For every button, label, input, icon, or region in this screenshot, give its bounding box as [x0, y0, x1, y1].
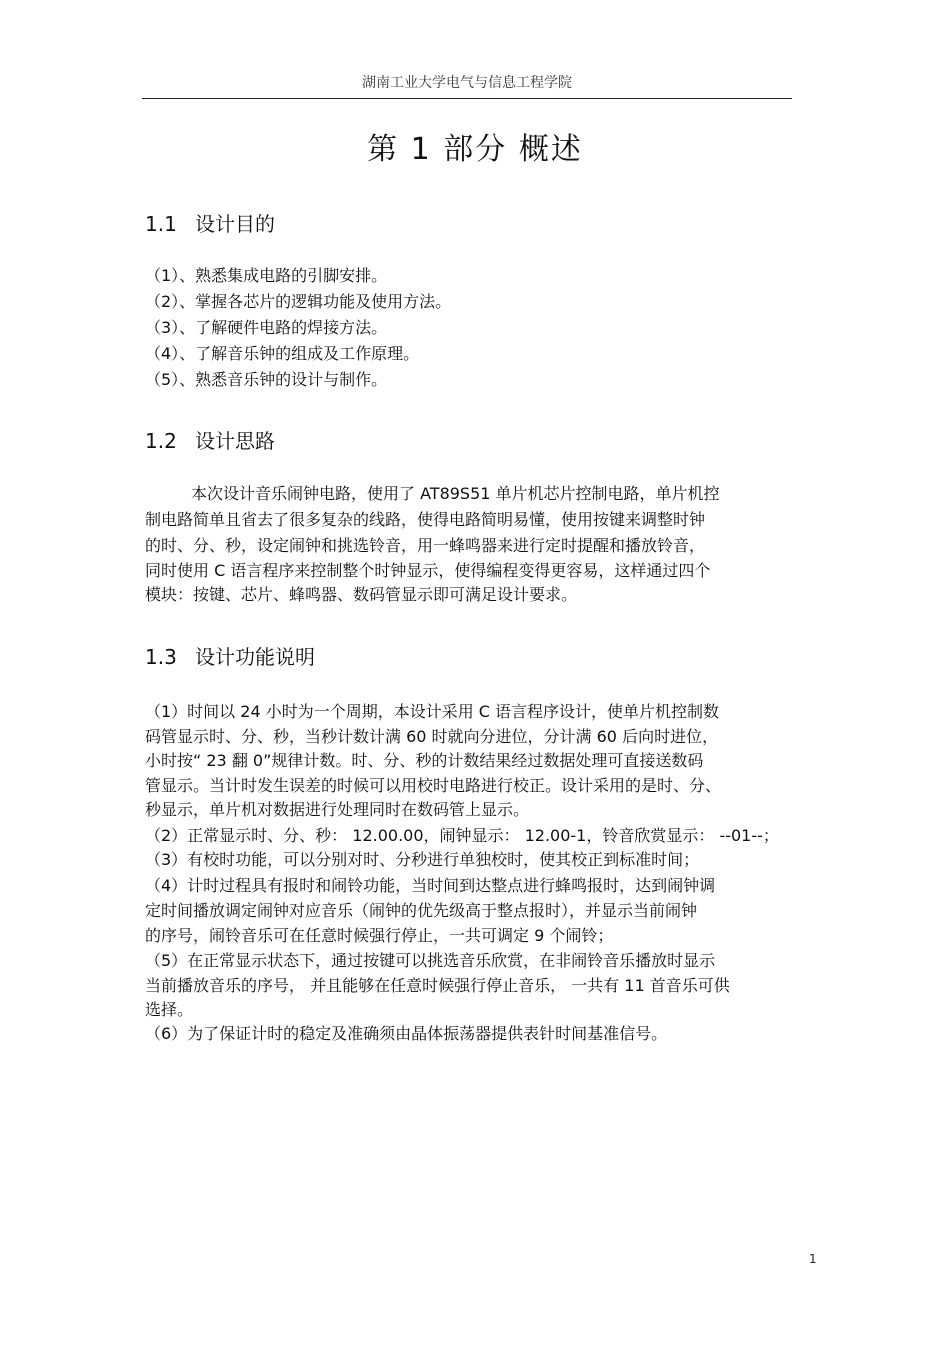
paragraph-line: 制电路简单且省去了很多复杂的线路，使得电路简明易懂，使用按键来调整时钟 — [145, 510, 706, 529]
paragraph-line: 管显示。当计时发生误差的时候可以用校时电路进行校正。设计采用的是时、分、 — [145, 776, 722, 795]
paragraph-line: 码管显示时、分、秒，当秒计数计满 60 时就向分进位，分计满 60 后向时进位， — [145, 727, 719, 746]
paragraph-line: （1）时间以 24 小时为一个周期，本设计采用 C 语言程序设计，使单片机控制数 — [145, 702, 720, 721]
list-item: （3）、了解硬件电路的焊接方法。 — [145, 318, 388, 337]
paragraph-line: 本次设计音乐闹钟电路，使用了 AT89S51 单片机芯片控制电路，单片机控 — [191, 484, 720, 503]
paragraph-line: 秒显示，单片机对数据进行处理同时在数码管上显示。 — [145, 800, 530, 819]
paragraph-line: （5）在正常显示状态下，通过按键可以挑选音乐欣赏，在非闹铃音乐播放时显示 — [145, 951, 716, 970]
paragraph-line: 同时使用 C 语言程序来控制整个时钟显示，使得编程变得更容易，这样通过四个 — [145, 561, 711, 580]
section-title: 设计思路 — [195, 429, 275, 453]
paragraph-line: 选择。 — [145, 1000, 194, 1019]
section-number: 1.3 — [145, 645, 177, 669]
paragraph-line: 的时、分、秒，设定闹钟和挑选铃音，用一蜂鸣器来进行定时提醒和播放铃音， — [145, 536, 706, 555]
page-header: 湖南工业大学电气与信息工程学院 — [362, 75, 572, 91]
section-number: 1.2 — [145, 429, 177, 453]
paragraph-line: 模块：按键、芯片、蜂鸣器、数码管显示即可满足设计要求。 — [145, 585, 578, 604]
paragraph-line: 定时间播放调定闹钟对应音乐（闹钟的优先级高于整点报时），并显示当前闹钟 — [145, 901, 698, 920]
list-item: （4）、了解音乐钟的组成及工作原理。 — [145, 344, 420, 363]
section-heading-1-2 — [145, 425, 275, 454]
header-divider — [142, 98, 792, 99]
paragraph-line: 当前播放音乐的序号， 并且能够在任意时候强行停止音乐， 一共有 11 首音乐可供 — [145, 976, 730, 995]
paragraph-line: （2）正常显示时、分、秒： 12.00.00，闹钟显示： 12.00-1，铃音欣赏显示： --01--； — [145, 826, 779, 845]
section-title: 设计目的 — [195, 212, 275, 236]
section-heading-1-3 — [145, 641, 315, 670]
section-heading-1-1 — [145, 208, 275, 237]
list-item: （2）、掌握各芯片的逻辑功能及使用方法。 — [145, 292, 452, 311]
chapter-title: 第 1 部分 概述 — [367, 132, 583, 167]
list-item: （1）、熟悉集成电路的引脚安排。 — [145, 266, 388, 285]
paragraph-line: （6）为了保证计时的稳定及准确须由晶体振荡器提供表针时间基准信号。 — [145, 1024, 668, 1043]
section-title: 设计功能说明 — [195, 645, 315, 669]
paragraph-line: 小时按“ 23 翻 0”规律计数。时、分、秒的计数结果经过数据处理可直接送数码 — [145, 751, 704, 770]
list-item: （5）、熟悉音乐钟的设计与制作。 — [145, 370, 388, 389]
paragraph-line: （4）计时过程具有报时和闹铃功能，当时间到达整点进行蜂鸣报时，达到闹钟调 — [145, 876, 716, 895]
page-number: 1 — [809, 1252, 817, 1266]
section-number: 1.1 — [145, 212, 177, 236]
paragraph-line: 的序号，闹铃音乐可在任意时候强行停止，一共可调定 9 个闹铃； — [145, 926, 614, 945]
paragraph-line: （3）有校时功能，可以分别对时、分秒进行单独校时，使其校正到标准时间； — [145, 850, 700, 869]
